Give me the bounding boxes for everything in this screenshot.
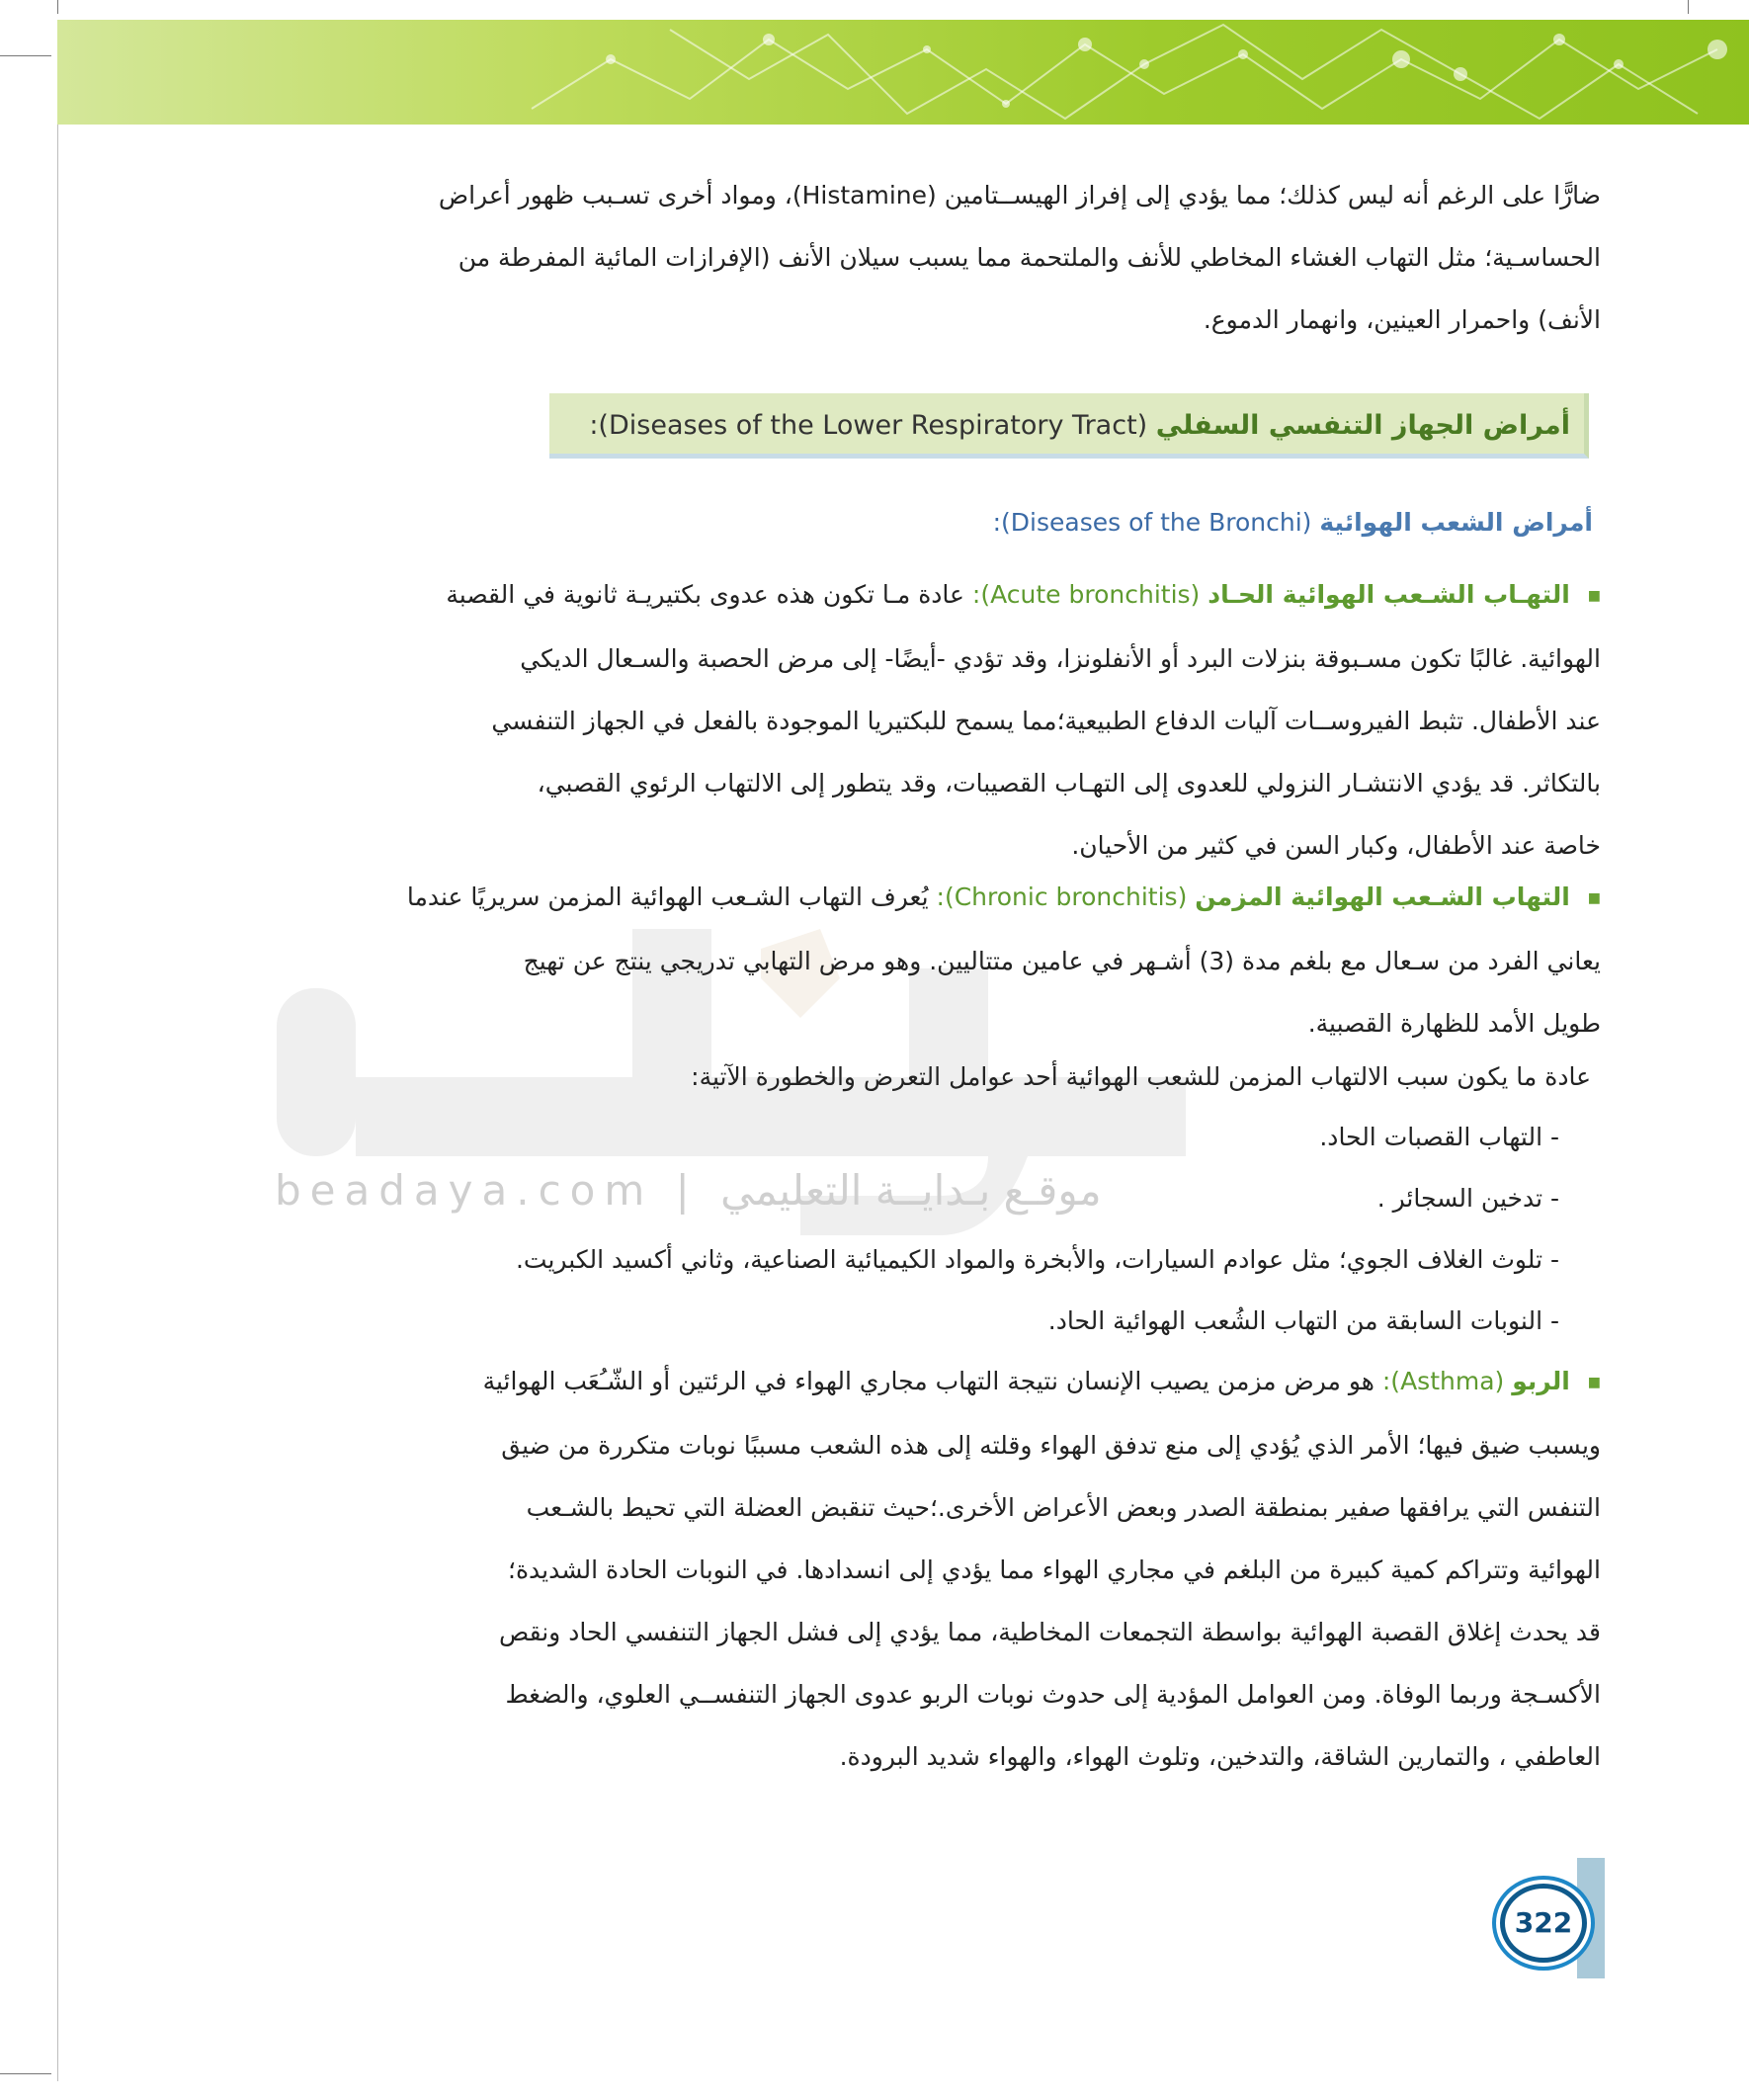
text-line: الهوائية وتتراكم كمية كبيرة من البلغم في مجاري الهواء مما يؤدي إلى انسدادها. في النوبات الحادة الشديدة؛ <box>508 1554 1601 1584</box>
page-edge <box>57 125 58 2081</box>
chronic-term: التهاب الشـعب الهوائية المزمن <box>1195 882 1570 911</box>
text-line: يُعرف التهاب الشـعب الهوائية المزمن سريريًا عندما <box>406 882 929 911</box>
text-line: عادة ما يكون سبب الالتهاب المزمن للشعب الهوائية أحد عوامل التعرض والخطورة الآتية: <box>691 1062 1591 1091</box>
crop-mark <box>1688 0 1689 14</box>
chronic-bronchitis-paragraph <box>249 866 1601 1054</box>
text-line: ضارًّا على الرغم أنه ليس كذلك؛ مما يؤدي إلى إفراز الهيســتامين (Histamine)، ومواد أخرى تسـبب ظهور أعراض <box>438 181 1601 210</box>
text-line: هو مرض مزمن يصيب الإنسان نتيجة التهاب مجاري الهواء في الرئتين أو الشّـُعَب الهوائية <box>482 1367 1374 1395</box>
acute-bronchitis-paragraph <box>249 563 1601 877</box>
text-line: طويل الأمد للظهارة القصبية. <box>1307 1008 1601 1038</box>
section-title-en: (Diseases of the Lower Respiratory Tract): <box>589 410 1148 441</box>
section-title-ar: أمراض الجهاز التنفسي السفلي <box>1155 410 1570 441</box>
header-banner <box>57 20 1749 125</box>
text-line: العاطفي ، والتمارين الشاقة، والتدخين، وتلوث الهواء، والهواء شديد البرودة. <box>839 1741 1601 1771</box>
subsection-heading-bronchi <box>993 508 1593 537</box>
acute-term: التهـاب الشـعب الهوائية الحـاد <box>1208 580 1570 609</box>
text-line: يعاني الفرد من سـعال مع بلغم مدة (3) أشـهر في عامين متتاليين. وهو مرض التهابي تدريجي ينتج عن تهيج <box>523 946 1601 975</box>
list-item: - تدخين السجائر . <box>1376 1184 1559 1213</box>
bullet-icon: ■ <box>1587 889 1601 906</box>
section-heading-lower-respiratory <box>549 393 1589 459</box>
text-line: الأنف) واحمرار العينين، وانهمار الدموع. <box>1203 305 1601 334</box>
text-line: ويسبب ضيق فيها؛ الأمر الذي يُؤدي إلى منع تدفق الهواء وقلته إلى هذه الشعب مسببًا نوبات متكررة من ضيق <box>501 1430 1601 1460</box>
bullet-icon: ■ <box>1587 1374 1601 1390</box>
text-line: عادة مـا تكون هذه عدوى بكتيريـة ثانوية في القصبة <box>446 580 964 609</box>
text-line: الهوائية. غالبًا تكون مسـبوقة بنزلات البرد أو الأنفلونزا، وقد تؤدي -أيضًا- إلى مرض الحصبة والسـعال الديكي <box>520 643 1601 673</box>
page-number: 322 <box>1500 1884 1587 1963</box>
chronic-term-en: (Chronic bronchitis): <box>936 882 1188 911</box>
intro-paragraph <box>249 164 1601 351</box>
text-line: بالتكاثر. قد يؤدي الانتشـار النزولي للعدوى إلى التهـاب القصيبات، وقد يتطور إلى الالتهاب الرئوي القصبي، <box>537 768 1601 798</box>
acute-term-en: (Acute bronchitis): <box>971 580 1201 609</box>
list-item: - تلوث الغلاف الجوي؛ مثل عوادم السيارات، والأبخرة والمواد الكيميائية الصناعية، وثاني أكسيد الكبريت. <box>515 1245 1559 1274</box>
text-line: التنفس التي يرافقها صفير بمنطقة الصدر وبعض الأعراض الأخرى.؛حيث تنقبض العضلة التي تحيط بالشـعب <box>526 1492 1601 1522</box>
text-line: الحساسـية؛ مثل التهاب الغشاء المخاطي للأنف والملتحمة مما يسبب سيلان الأنف (الإفرازات المائية المفرطة من <box>458 243 1601 272</box>
crop-mark <box>57 0 58 14</box>
subsection-title-en: (Diseases of the Bronchi): <box>992 508 1312 537</box>
list-item: - التهاب القصبات الحاد. <box>1319 1123 1559 1151</box>
asthma-term: الربو <box>1512 1367 1570 1395</box>
crop-mark <box>0 2073 51 2074</box>
subsection-title-ar: أمراض الشعب الهوائية <box>1319 508 1593 537</box>
crop-mark <box>0 55 51 56</box>
list-item: - النوبات السابقة من التهاب الشُعب الهوائية الحاد. <box>1047 1306 1559 1335</box>
asthma-term-en: (Asthma): <box>1381 1367 1505 1395</box>
asthma-paragraph <box>249 1350 1601 1788</box>
causes-intro <box>208 1046 1591 1108</box>
bullet-icon: ■ <box>1587 587 1601 604</box>
text-line: قد يحدث إغلاق القصبة الهوائية بواسطة التجمعات المخاطية، مما يؤدي إلى فشل الجهاز التنفسي الحاد ونقص <box>498 1617 1601 1646</box>
watermark-site-text: beadaya.com | موقـع بـدايــة التعليمي <box>275 1166 1102 1215</box>
text-line: عند الأطفال. تثبط الفيروســات آليات الدفاع الطبيعية؛مما يسمح للبكتيريا الموجودة بالفعل في الجهاز التنفسي <box>491 706 1601 735</box>
text-line: خاصة عند الأطفال، وكبار السن في كثير من الأحيان. <box>1071 830 1601 860</box>
text-line: الأكسـجة وربما الوفاة. ومن العوامل المؤدية إلى حدوث نوبات الربو عدوى الجهاز التنفســي العلوي، والضغط <box>505 1679 1601 1709</box>
causes-list <box>516 1107 1559 1352</box>
